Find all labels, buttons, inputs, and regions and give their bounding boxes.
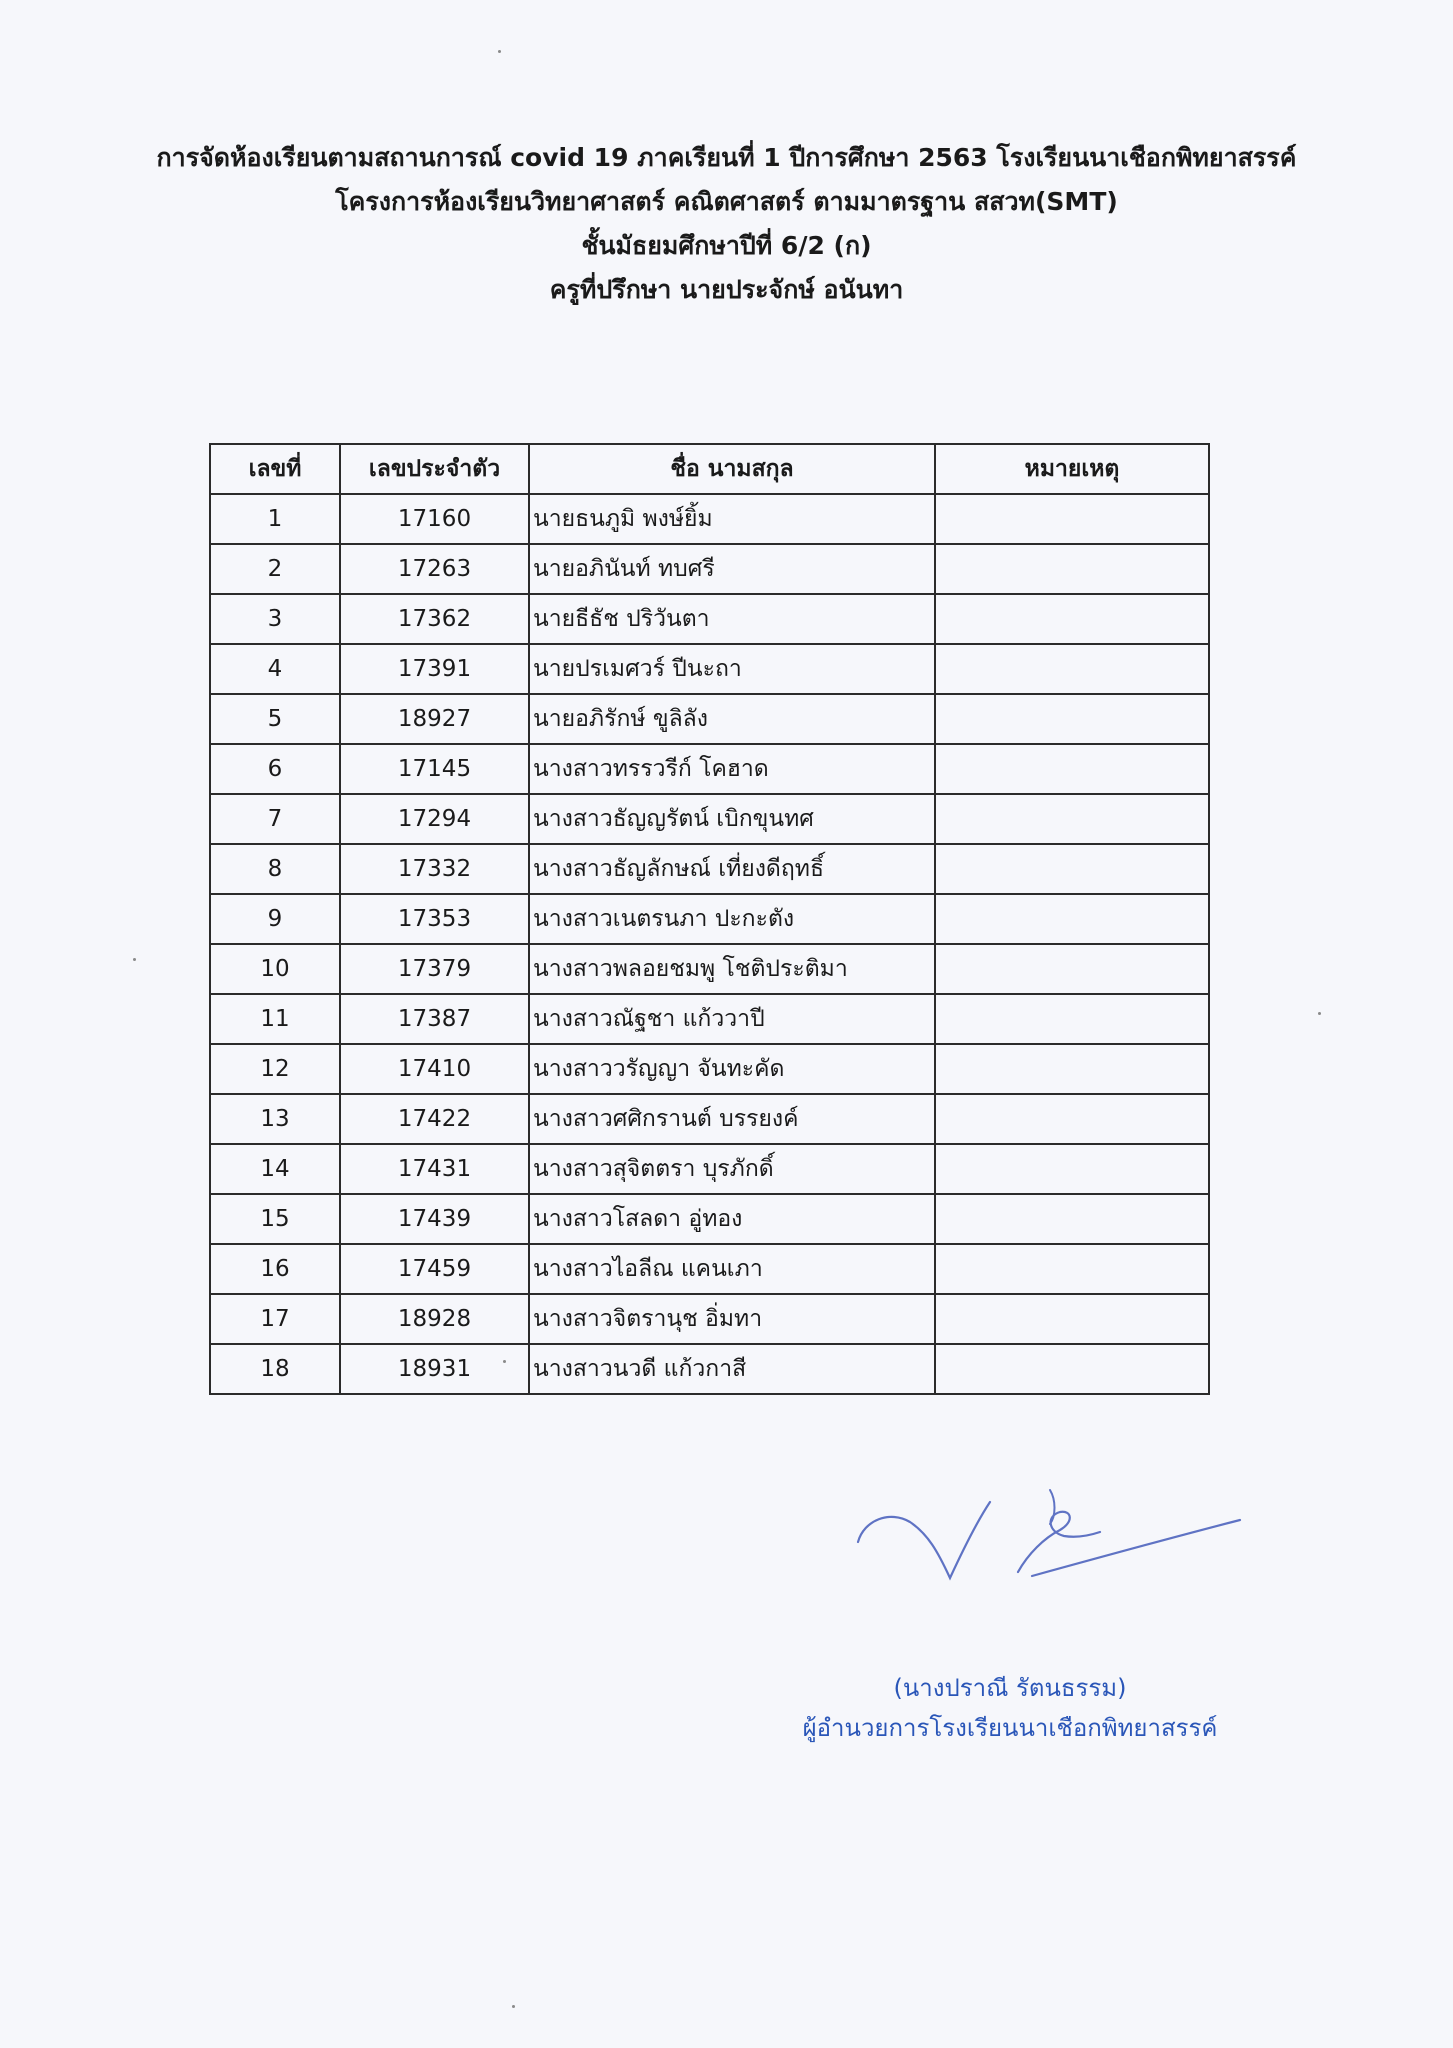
table-row [210,1194,1209,1244]
table-row [210,744,1209,794]
remarks-cell [935,1194,1209,1244]
row-number-cell: 4 [210,644,340,694]
table-row [210,544,1209,594]
paper-speck [512,2005,515,2008]
student-name-cell: นางสาวไอลีณ แคนเภา [529,1244,935,1294]
header-project: โครงการห้องเรียนวิทยาศาสตร์ คณิตศาสตร์ ตามมาตรฐาน สสวท(SMT) [335,187,1118,216]
student-name-cell: นางสาวณัฐชา แก้ววาปี [529,994,935,1044]
student-id-cell: 17379 [340,944,529,994]
student-name-cell: นางสาวจิตรานุช อิ่มทา [529,1294,935,1344]
row-number-cell: 17 [210,1294,340,1344]
remarks-cell [935,1094,1209,1144]
student-name-cell: นางสาวเนตรนภา ปะกะตัง [529,894,935,944]
header-advisor: ครูที่ปรึกษา นายประจักษ์ อนันทา [549,275,904,304]
table-header-row [210,444,1209,494]
student-id-cell: 17431 [340,1144,529,1194]
table-row [210,994,1209,1044]
row-number-cell: 2 [210,544,340,594]
row-number-cell: 15 [210,1194,340,1244]
table-row [210,1344,1209,1394]
student-id-cell: 17410 [340,1044,529,1094]
student-name-cell: นายอภิรักษ์ ขูลิลัง [529,694,935,744]
table-row [210,1094,1209,1144]
remarks-cell [935,494,1209,544]
paper-speck [498,50,501,53]
header-title: การจัดห้องเรียนตามสถานการณ์ covid 19 ภาคเรียนที่ 1 ปีการศึกษา 2563 โรงเรียนนาเชือกพิทยาสรรค์ [156,143,1297,172]
student-name-cell: นายธีธัช ปริวันตา [529,594,935,644]
student-name-cell: นายปรเมศวร์ ปีนะถา [529,644,935,694]
student-id-cell: 18928 [340,1294,529,1344]
row-number-cell: 18 [210,1344,340,1394]
row-number-cell: 14 [210,1144,340,1194]
student-name-cell: นายธนภูมิ พงษ์ยิ้ม [529,494,935,544]
student-id-cell: 17439 [340,1194,529,1244]
student-name-cell: นางสาวนวดี แก้วกาสี [529,1344,935,1394]
student-name-cell: นางสาวธัญญรัตน์ เบิกขุนทศ [529,794,935,844]
remarks-cell [935,1044,1209,1094]
remarks-cell [935,794,1209,844]
table-row [210,1294,1209,1344]
student-id-cell: 17362 [340,594,529,644]
row-number-cell: 1 [210,494,340,544]
student-table-container [209,443,1208,1395]
row-number-cell: 9 [210,894,340,944]
remarks-cell [935,944,1209,994]
remarks-cell [935,544,1209,594]
row-number-cell: 5 [210,694,340,744]
paper-speck [1318,1012,1321,1015]
student-id-cell: 17332 [340,844,529,894]
column-header-student-id: เลขประจำตัว [340,444,529,494]
table-row [210,1044,1209,1094]
signer-block [760,1668,1260,1748]
row-number-cell: 7 [210,794,340,844]
table-row [210,1244,1209,1294]
student-id-cell: 17459 [340,1244,529,1294]
student-id-cell: 17422 [340,1094,529,1144]
row-number-cell: 12 [210,1044,340,1094]
paper-speck [133,958,136,961]
student-name-cell: นางสาววรัญญา จันทะคัด [529,1044,935,1094]
table-row [210,644,1209,694]
remarks-cell [935,1294,1209,1344]
header-class: ชั้นมัธยมศึกษาปีที่ 6/2 (ก) [581,231,872,260]
remarks-cell [935,1344,1209,1394]
student-id-cell: 18927 [340,694,529,744]
table-row [210,694,1209,744]
table-row [210,494,1209,544]
student-name-cell: นางสาวศศิกรานต์ บรรยงค์ [529,1094,935,1144]
student-id-cell: 18931 [340,1344,529,1394]
paper-speck [503,1360,506,1363]
table-row [210,944,1209,994]
document-header [0,138,1453,314]
table-row [210,844,1209,894]
student-name-cell: นางสาวพลอยชมพู โชติประติมา [529,944,935,994]
student-name-cell: นางสาวโสลดา อู่ทอง [529,1194,935,1244]
column-header-remarks: หมายเหตุ [935,444,1209,494]
signer-name: (นางปราณี รัตนธรรม) [893,1674,1127,1702]
student-id-cell: 17145 [340,744,529,794]
remarks-cell [935,694,1209,744]
student-id-cell: 17263 [340,544,529,594]
remarks-cell [935,1144,1209,1194]
row-number-cell: 3 [210,594,340,644]
student-table [209,443,1210,1395]
row-number-cell: 13 [210,1094,340,1144]
student-id-cell: 17160 [340,494,529,544]
remarks-cell [935,744,1209,794]
signer-position: ผู้อำนวยการโรงเรียนนาเชือกพิทยาสรรค์ [802,1714,1218,1742]
table-row [210,894,1209,944]
student-id-cell: 17294 [340,794,529,844]
row-number-cell: 16 [210,1244,340,1294]
signature-image [850,1480,1250,1590]
student-name-cell: นายอภินันท์ ทบศรี [529,544,935,594]
table-row [210,1144,1209,1194]
row-number-cell: 8 [210,844,340,894]
table-row [210,594,1209,644]
student-name-cell: นางสาวธัญลักษณ์ เที่ยงดีฤทธิ์ [529,844,935,894]
student-name-cell: นางสาวทรรวรีก์ โคฮาด [529,744,935,794]
row-number-cell: 6 [210,744,340,794]
student-id-cell: 17353 [340,894,529,944]
column-header-number: เลขที่ [210,444,340,494]
row-number-cell: 11 [210,994,340,1044]
row-number-cell: 10 [210,944,340,994]
column-header-full-name: ชื่อ นามสกุล [529,444,935,494]
student-id-cell: 17387 [340,994,529,1044]
remarks-cell [935,894,1209,944]
student-name-cell: นางสาวสุจิตตรา บุรภักดิ์ [529,1144,935,1194]
remarks-cell [935,594,1209,644]
remarks-cell [935,994,1209,1044]
remarks-cell [935,644,1209,694]
remarks-cell [935,1244,1209,1294]
table-row [210,794,1209,844]
remarks-cell [935,844,1209,894]
student-id-cell: 17391 [340,644,529,694]
